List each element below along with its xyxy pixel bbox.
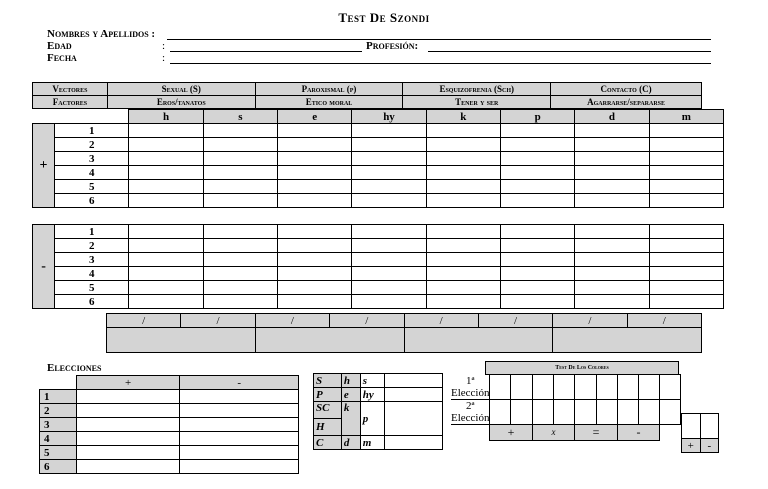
cell[interactable] <box>352 124 426 138</box>
cell[interactable] <box>278 239 352 253</box>
totals-row <box>107 328 702 353</box>
factor-d: d <box>575 110 649 124</box>
cell[interactable] <box>426 194 500 208</box>
elec-num: 1 <box>40 390 77 404</box>
factor-m: m <box>649 110 723 124</box>
cell[interactable] <box>203 225 277 239</box>
slash: / <box>255 314 329 328</box>
cell[interactable] <box>203 281 277 295</box>
cell[interactable] <box>278 166 352 180</box>
form-title: Test De Szondi <box>338 10 430 25</box>
cell[interactable] <box>278 225 352 239</box>
minus-row-4 <box>33 267 724 281</box>
minus-grid <box>32 224 724 309</box>
factor-hy: hy <box>352 110 426 124</box>
cell[interactable] <box>203 152 277 166</box>
cell[interactable] <box>426 166 500 180</box>
factor-e: e <box>278 110 352 124</box>
cell[interactable] <box>500 180 574 194</box>
grid-corner-2 <box>55 110 129 124</box>
cell[interactable] <box>426 281 500 295</box>
cell[interactable] <box>553 375 574 400</box>
cell[interactable] <box>575 399 597 424</box>
plus-row-2 <box>33 138 724 152</box>
cell[interactable] <box>575 267 649 281</box>
slash-row <box>107 314 702 328</box>
cell[interactable] <box>203 253 277 267</box>
cell[interactable] <box>649 166 723 180</box>
factor-h: h <box>129 110 203 124</box>
elecciones-table <box>39 375 299 474</box>
row-number: 4 <box>55 267 129 281</box>
vectors-row <box>33 83 702 96</box>
cell[interactable] <box>352 180 426 194</box>
cell[interactable] <box>180 446 299 460</box>
cell[interactable] <box>700 414 718 439</box>
factor-tener: Tener y ser <box>403 96 551 109</box>
vector-contacto: Contacto (C) <box>551 83 702 96</box>
cell[interactable] <box>500 253 574 267</box>
nombres-field[interactable] <box>167 39 711 40</box>
cell[interactable] <box>575 124 649 138</box>
cell[interactable] <box>500 295 574 309</box>
fb-label: SC <box>314 402 342 419</box>
colores-eleccion-2: 2ª Elección <box>451 399 490 424</box>
cell[interactable] <box>426 138 500 152</box>
cell[interactable] <box>203 295 277 309</box>
main-grid <box>32 109 724 208</box>
fb-factor: e <box>341 388 360 402</box>
elec-row <box>40 432 299 446</box>
fb-label: H <box>314 419 342 436</box>
plus-row-1 <box>33 124 724 138</box>
cell[interactable] <box>575 375 597 400</box>
factor-box-row <box>314 374 443 388</box>
elec-num: 2 <box>40 404 77 418</box>
colores-minus: - <box>617 424 660 440</box>
cell[interactable] <box>352 225 426 239</box>
cell[interactable] <box>278 295 352 309</box>
elec-row <box>40 446 299 460</box>
minus-row-2 <box>33 239 724 253</box>
colores-eq: = <box>575 424 617 440</box>
elec-num: 4 <box>40 432 77 446</box>
colores-table <box>451 374 681 441</box>
elec-row <box>40 460 299 474</box>
cell[interactable] <box>129 152 203 166</box>
cell[interactable] <box>575 253 649 267</box>
cell[interactable] <box>426 253 500 267</box>
colores-row-2 <box>451 399 681 424</box>
elec-num: 5 <box>40 446 77 460</box>
mini-box-top <box>682 414 719 439</box>
colores-plus: + <box>490 424 532 440</box>
factor-s: s <box>203 110 277 124</box>
cell[interactable] <box>426 267 500 281</box>
cell[interactable] <box>511 375 533 400</box>
factor-etico: Etico moral <box>255 96 403 109</box>
elec-row <box>40 418 299 432</box>
cell[interactable] <box>426 152 500 166</box>
grid-corner <box>33 110 55 124</box>
row-number: 4 <box>55 166 129 180</box>
cell[interactable] <box>649 253 723 267</box>
slash: / <box>181 314 255 328</box>
cell[interactable] <box>352 152 426 166</box>
cell[interactable] <box>596 375 617 400</box>
colores-title: Test De Los Colores <box>485 361 679 375</box>
cell[interactable] <box>649 295 723 309</box>
plus-row-3 <box>33 152 724 166</box>
cell[interactable] <box>384 402 442 436</box>
cell[interactable] <box>553 399 574 424</box>
plus-row-4 <box>33 166 724 180</box>
total-cell[interactable] <box>553 328 702 353</box>
cell[interactable] <box>500 166 574 180</box>
cell[interactable] <box>278 281 352 295</box>
slash: / <box>404 314 478 328</box>
slash: / <box>107 314 181 328</box>
cell[interactable] <box>500 267 574 281</box>
cell[interactable] <box>352 138 426 152</box>
row-number: 6 <box>55 194 129 208</box>
cell[interactable] <box>76 404 180 418</box>
cell[interactable] <box>532 399 553 424</box>
totals-table <box>106 313 702 353</box>
cell[interactable] <box>129 194 203 208</box>
elecciones-label: Elecciones <box>47 362 102 374</box>
row-number: 5 <box>55 180 129 194</box>
cell[interactable] <box>575 281 649 295</box>
total-cell[interactable] <box>107 328 256 353</box>
cell[interactable] <box>352 281 426 295</box>
cell[interactable] <box>129 267 203 281</box>
elec-num: 6 <box>40 460 77 474</box>
cell[interactable] <box>649 225 723 239</box>
elec-corner <box>40 376 77 390</box>
fb-label: C <box>314 436 342 450</box>
cell[interactable] <box>352 239 426 253</box>
factor-box-row <box>314 388 443 402</box>
cell[interactable] <box>426 180 500 194</box>
vectors-label: Vectores <box>33 83 108 96</box>
elecciones-header <box>40 376 299 390</box>
fb-label: S <box>314 374 342 388</box>
cell[interactable] <box>500 152 574 166</box>
factor-p: p <box>500 110 574 124</box>
cell[interactable] <box>500 138 574 152</box>
factor-box-row <box>314 402 443 419</box>
minus-row-6 <box>33 295 724 309</box>
cell[interactable] <box>129 180 203 194</box>
cell[interactable] <box>500 124 574 138</box>
minus-row-3 <box>33 253 724 267</box>
cell[interactable] <box>384 436 442 450</box>
minus-row-5 <box>33 281 724 295</box>
colores-eleccion-1: 1ª Elección <box>451 374 490 399</box>
fb-factor: p <box>360 402 384 436</box>
cell[interactable] <box>278 124 352 138</box>
edad-field[interactable] <box>170 51 362 52</box>
fecha-label: Fecha <box>47 52 77 64</box>
minus-row-1 <box>33 225 724 239</box>
factor-eros: Eros/tanatos <box>107 96 255 109</box>
mini-plus: + <box>682 439 701 453</box>
cell[interactable] <box>76 418 180 432</box>
cell[interactable] <box>500 239 574 253</box>
cell[interactable] <box>180 404 299 418</box>
cell[interactable] <box>129 239 203 253</box>
colores-x: x <box>532 424 575 440</box>
colores-ops-spacer <box>451 424 490 440</box>
edad-colon: : <box>162 40 166 52</box>
cell[interactable] <box>76 446 180 460</box>
cell[interactable] <box>129 253 203 267</box>
cell[interactable] <box>129 166 203 180</box>
cell[interactable] <box>129 281 203 295</box>
nombres-label: Nombres y Apellidos : <box>47 28 156 40</box>
cell[interactable] <box>76 390 180 404</box>
cell[interactable] <box>426 295 500 309</box>
cell[interactable] <box>596 399 617 424</box>
cell[interactable] <box>180 390 299 404</box>
cell[interactable] <box>278 194 352 208</box>
cell[interactable] <box>500 225 574 239</box>
edad-label: Edad <box>47 40 72 52</box>
cell[interactable] <box>500 194 574 208</box>
fb-factor: m <box>360 436 384 450</box>
cell[interactable] <box>352 267 426 281</box>
vector-esquizofrenia: Esquizofrenia (Sch) <box>403 83 551 96</box>
cell[interactable] <box>649 124 723 138</box>
fb-factor: s <box>360 374 384 388</box>
total-cell[interactable] <box>255 328 404 353</box>
cell[interactable] <box>76 460 180 474</box>
cell[interactable] <box>638 375 659 400</box>
cell[interactable] <box>426 239 500 253</box>
cell[interactable] <box>203 138 277 152</box>
cell[interactable] <box>352 166 426 180</box>
cell[interactable] <box>660 375 681 400</box>
slash: / <box>478 314 552 328</box>
cell[interactable] <box>278 253 352 267</box>
row-number: 1 <box>55 124 129 138</box>
profesion-field[interactable] <box>428 51 711 52</box>
factor-box-row <box>314 436 443 450</box>
elec-row <box>40 390 299 404</box>
cell[interactable] <box>384 388 442 402</box>
cell[interactable] <box>352 295 426 309</box>
cell[interactable] <box>649 239 723 253</box>
elec-plus: + <box>76 376 180 390</box>
cell[interactable] <box>278 180 352 194</box>
plus-row-6 <box>33 194 724 208</box>
cell[interactable] <box>76 432 180 446</box>
row-number: 2 <box>55 138 129 152</box>
cell[interactable] <box>638 399 659 424</box>
cell[interactable] <box>203 166 277 180</box>
cell[interactable] <box>575 225 649 239</box>
elec-num: 3 <box>40 418 77 432</box>
cell[interactable] <box>649 267 723 281</box>
cell[interactable] <box>575 180 649 194</box>
cell[interactable] <box>649 281 723 295</box>
fecha-field[interactable] <box>170 63 711 64</box>
vectors-header-table <box>32 82 702 109</box>
row-number: 3 <box>55 152 129 166</box>
cell[interactable] <box>617 399 638 424</box>
elec-minus: - <box>180 376 299 390</box>
cell[interactable] <box>129 124 203 138</box>
cell[interactable] <box>129 138 203 152</box>
fecha-colon: : <box>162 52 166 64</box>
cell[interactable] <box>180 460 299 474</box>
fb-factor: h <box>341 374 360 388</box>
cell[interactable] <box>129 225 203 239</box>
cell[interactable] <box>180 418 299 432</box>
factores-row <box>33 96 702 109</box>
cell[interactable] <box>352 194 426 208</box>
fb-factor: d <box>341 436 360 450</box>
row-number: 2 <box>55 239 129 253</box>
factor-box <box>313 373 443 450</box>
cell[interactable] <box>384 374 442 388</box>
cell[interactable] <box>203 239 277 253</box>
factores-label: Factores <box>33 96 108 109</box>
cell[interactable] <box>649 194 723 208</box>
cell[interactable] <box>660 399 681 424</box>
slash: / <box>330 314 404 328</box>
factor-agarrarse: Agarrarse/separarse <box>551 96 702 109</box>
colores-ops-row <box>451 424 681 440</box>
cell[interactable] <box>575 152 649 166</box>
cell[interactable] <box>649 152 723 166</box>
cell[interactable] <box>490 399 511 424</box>
cell[interactable] <box>575 295 649 309</box>
row-number: 6 <box>55 295 129 309</box>
row-number: 5 <box>55 281 129 295</box>
cell[interactable] <box>575 194 649 208</box>
mini-minus: - <box>700 439 718 453</box>
cell[interactable] <box>203 180 277 194</box>
cell[interactable] <box>532 375 553 400</box>
cell[interactable] <box>278 152 352 166</box>
fb-factor: k <box>341 402 360 436</box>
cell[interactable] <box>426 225 500 239</box>
cell[interactable] <box>490 375 511 400</box>
cell[interactable] <box>426 124 500 138</box>
minus-sign: - <box>33 225 55 309</box>
vector-sexual: Sexual (S) <box>107 83 255 96</box>
colores-row-1 <box>451 375 681 400</box>
cell[interactable] <box>575 166 649 180</box>
cell[interactable] <box>511 399 533 424</box>
vector-paroxismal: Paroxismal (p) <box>255 83 403 96</box>
mini-box <box>681 413 719 453</box>
cell[interactable] <box>575 138 649 152</box>
plus-sign: + <box>33 124 55 208</box>
factor-k: k <box>426 110 500 124</box>
cell[interactable] <box>278 138 352 152</box>
cell[interactable] <box>617 375 638 400</box>
cell[interactable] <box>203 267 277 281</box>
factor-header-row <box>33 110 724 124</box>
colores-ops-spacer <box>660 424 681 440</box>
cell[interactable] <box>500 281 574 295</box>
cell[interactable] <box>649 138 723 152</box>
total-cell[interactable] <box>404 328 553 353</box>
row-number: 3 <box>55 253 129 267</box>
row-number: 1 <box>55 225 129 239</box>
cell[interactable] <box>129 295 203 309</box>
cell[interactable] <box>575 239 649 253</box>
plus-row-5 <box>33 180 724 194</box>
cell[interactable] <box>180 432 299 446</box>
fb-label: P <box>314 388 342 402</box>
slash: / <box>627 314 701 328</box>
cell[interactable] <box>278 267 352 281</box>
mini-box-bottom <box>682 439 719 453</box>
slash: / <box>553 314 627 328</box>
cell[interactable] <box>203 194 277 208</box>
cell[interactable] <box>352 253 426 267</box>
cell[interactable] <box>682 414 701 439</box>
profesion-label: Profesión: <box>366 40 419 52</box>
cell[interactable] <box>203 124 277 138</box>
fb-factor: hy <box>360 388 384 402</box>
cell[interactable] <box>649 180 723 194</box>
elec-row <box>40 404 299 418</box>
